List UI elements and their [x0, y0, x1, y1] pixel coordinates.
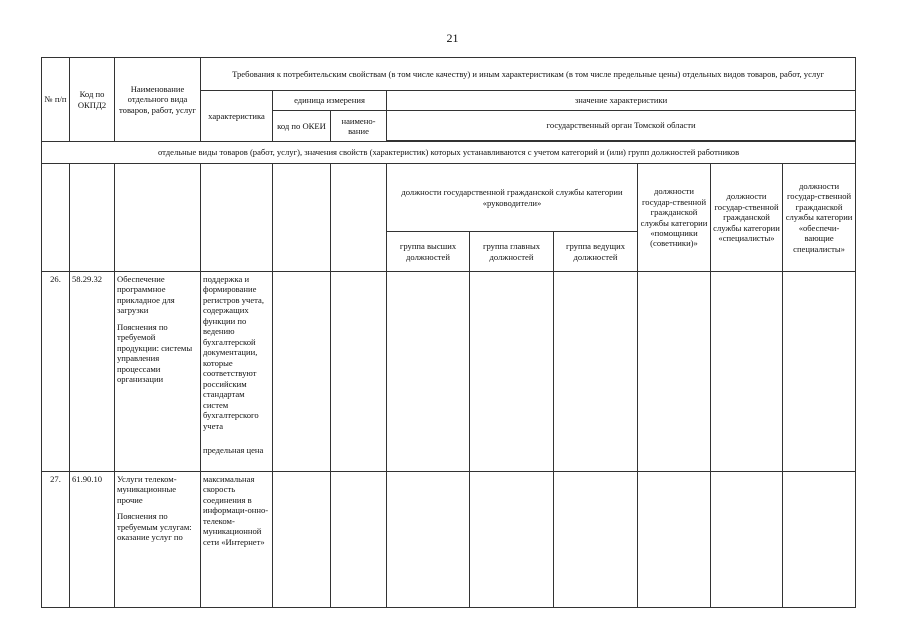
- row-characteristic-cell: [201, 272, 273, 472]
- blank-cell: [115, 164, 201, 272]
- row-characteristic-price: предельная цена: [203, 445, 264, 456]
- blank-cell: [42, 164, 70, 272]
- col-header-specialists: должности государ-ственной гражданской службы категории «специалисты»: [711, 164, 783, 272]
- col-header-unit-code: код по ОКЕИ: [273, 111, 331, 142]
- blank-cell: [331, 164, 387, 272]
- blank-cell: [201, 164, 273, 272]
- col-header-leaders: должности государственной гражданской службы категории «руководители»: [387, 164, 638, 232]
- row-num: 27.: [42, 472, 70, 608]
- row-num: 26.: [42, 272, 70, 472]
- blank-cell: [70, 164, 115, 272]
- row-note: Пояснения по требуемым услугам: оказание услуг по: [117, 511, 192, 543]
- col-header-value: значение характеристики: [387, 91, 856, 111]
- col-header-leaders-main: группа главных должностей: [470, 232, 554, 272]
- table-row: [42, 472, 856, 608]
- row-code: 58.29.32: [70, 272, 115, 472]
- col-header-support: должности государ-ственной гражданской службы категории «обеспечи-вающие специалисты»: [783, 164, 856, 272]
- col-header-num: № п/п: [42, 58, 70, 142]
- col-header-characteristic: характеристика: [201, 91, 273, 142]
- row-name: Услуги телеком-муникационные прочие: [117, 474, 177, 505]
- col-header-leaders-highest: группа высших должностей: [387, 232, 470, 272]
- row-characteristic-cell: [201, 472, 273, 608]
- col-header-unit: единица измерения: [273, 91, 387, 111]
- row-characteristic: поддержка и формирование регистров учета, содержащих функции по ведению бухгалтерской документации, которые соответствуют российским стандартам систем бухгалтерского учета: [203, 274, 264, 431]
- col-header-leaders-leading: группа ведущих должностей: [554, 232, 638, 272]
- row-name-cell: [115, 472, 201, 608]
- row-note: Пояснения по требуемой продукции: системы управления процессами организации: [117, 321, 193, 385]
- col-header-unit-name: наимено-вание: [331, 111, 387, 142]
- row-name-cell: [115, 272, 201, 472]
- row-code: 61.90.10: [70, 472, 115, 608]
- table-row: [42, 272, 856, 472]
- row-name: Обеспечение программное прикладное для загрузки: [117, 274, 175, 316]
- page-number: 21: [446, 31, 459, 45]
- col-header-code: Код по ОКПД2: [70, 58, 115, 142]
- requirements-table: [41, 57, 856, 608]
- col-header-requirements: Требования к потребительским свойствам (в том числе качеству) и иным характеристикам (в том числе предельные цены) отдельных видов товаров, работ, услуг: [201, 58, 856, 91]
- col-header-name: Наименование отдельного вида товаров, работ, услуг: [115, 58, 201, 142]
- blank-cell: [273, 164, 331, 272]
- col-header-advisers: должности государ-ственной гражданской службы категории «помощники (советники)»: [638, 164, 711, 272]
- col-header-org: государственный орган Томской области: [387, 111, 856, 141]
- section-note: отдельные виды товаров (работ, услуг), значения свойств (характеристик) которых устанавливаются с учетом категорий и (или) групп должностей работников: [42, 142, 856, 164]
- row-characteristic: максимальная скорость соединения в информаци-онно-телеком-муникационной сети «Интернет»: [203, 474, 269, 547]
